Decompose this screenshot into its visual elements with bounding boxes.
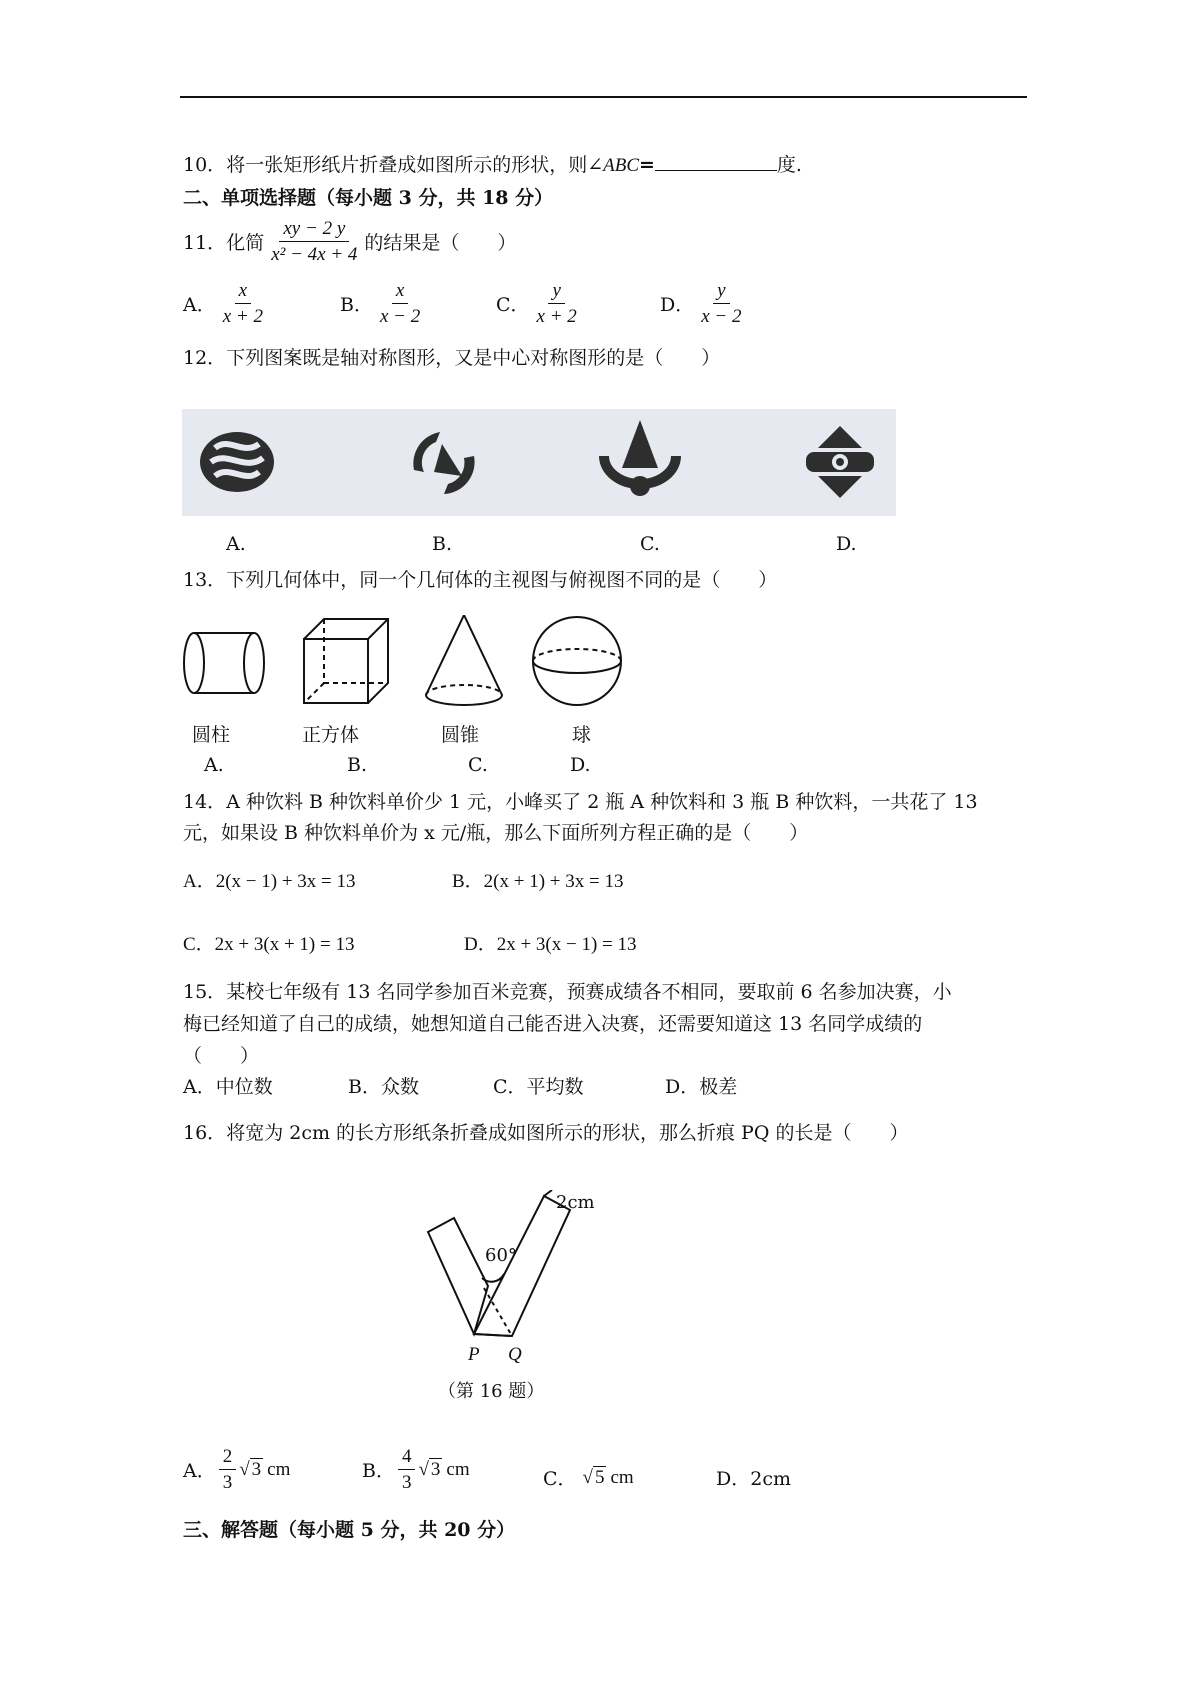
q15-option-c[interactable]: C．平均数: [493, 1076, 584, 1098]
q16-angle-label: 60°: [485, 1245, 517, 1266]
q16-option-a[interactable]: [183, 1446, 290, 1494]
q15-option-a[interactable]: A．中位数: [183, 1076, 273, 1098]
option-label: D．: [660, 294, 695, 317]
q11-prefix: 化简: [226, 232, 265, 255]
q10-var: ABC: [603, 155, 639, 176]
q16-b-radicand: 3: [430, 1458, 441, 1480]
q16-a-unit: cm: [267, 1458, 291, 1480]
q16-point-p: P: [468, 1344, 480, 1365]
q13-text: 下列几何体中，同一个几何体的主视图与俯视图不同的是（ ）: [226, 569, 778, 591]
q11-option-a[interactable]: [183, 280, 270, 328]
q16-number: 16．: [183, 1122, 227, 1144]
q14-number: 14．: [183, 791, 227, 813]
question-11: [183, 218, 516, 266]
q11-b-den: x − 2: [379, 305, 421, 327]
q16-fold-figure: [420, 1190, 600, 1350]
q13-name-cube: 正方体: [302, 724, 360, 746]
q11-frac-den: x² − 4x + 4: [271, 243, 358, 265]
q11-c-num: y: [548, 280, 564, 304]
q15-line1: 某校七年级有 13 名同学参加百米竞赛，预赛成绩各不相同，要取前 6 名参加决赛，小: [226, 981, 952, 1003]
q10-text: 将一张矩形纸片折叠成如图所示的形状，则∠: [226, 154, 604, 176]
question-15-line1: [183, 977, 952, 1004]
q13-name-cone: 圆锥: [441, 724, 480, 746]
q16-b-num: 4: [398, 1446, 416, 1470]
q14-line1: A 种饮料 B 种饮料单价少 1 元，小峰买了 2 瓶 A 种饮料和 3 瓶 B 种饮料，一共花了 13: [226, 791, 978, 813]
q16-text: 将宽为 2cm 的长方形纸条折叠成如图所示的形状，那么折痕 PQ 的长是（ ）: [226, 1122, 909, 1144]
q16-a-radicand: 3: [251, 1458, 262, 1480]
sqrt-icon: √: [582, 1466, 593, 1488]
q10-unit: 度.: [776, 154, 802, 176]
q16-option-c[interactable]: [543, 1464, 634, 1491]
q15-number: 15．: [183, 981, 227, 1003]
q16-width-label: 2cm: [556, 1192, 595, 1213]
q10-number: 10．: [183, 154, 227, 176]
question-15-line2: 梅已经知道了自己的成绩，她想知道自己能否进入决赛，还需要知道这 13 名同学成绩的: [183, 1013, 923, 1035]
sqrt-icon: √: [239, 1458, 250, 1480]
q10-answer-blank[interactable]: [655, 152, 777, 171]
q12-symbols-svg: [182, 409, 896, 516]
q11-frac-num: xy − 2 y: [279, 218, 349, 242]
q13-label-c[interactable]: C.: [468, 754, 488, 776]
q12-label-a[interactable]: A.: [226, 533, 246, 555]
q16-b-unit: cm: [446, 1458, 470, 1480]
sqrt-icon: √: [418, 1458, 429, 1480]
header-rule: [180, 96, 1027, 98]
q13-name-sphere: 球: [572, 724, 592, 746]
q16-option-d[interactable]: D．2cm: [716, 1468, 791, 1490]
q12-label-c[interactable]: C.: [640, 533, 660, 555]
q11-c-den: x + 2: [536, 305, 577, 327]
question-14-line1: [183, 787, 978, 814]
q13-label-d[interactable]: D.: [570, 754, 591, 776]
q11-suffix: 的结果是（ ）: [364, 232, 517, 255]
cube-icon: [304, 619, 388, 703]
q12-number: 12．: [183, 347, 227, 369]
question-15-line3: （ ）: [183, 1045, 260, 1067]
q13-label-b[interactable]: B.: [347, 754, 368, 776]
q11-number: 11．: [183, 232, 227, 255]
q13-solids-figure: [180, 615, 640, 715]
option-label: C．: [543, 1468, 577, 1490]
option-label: B．: [362, 1460, 395, 1483]
logo-b-arrow-arc-icon: [413, 432, 474, 494]
logo-d-clover-icon: [806, 426, 874, 498]
q11-b-num: x: [392, 280, 408, 304]
question-10: [183, 150, 802, 177]
q16-c-radicand: 5: [594, 1466, 605, 1488]
q12-symbols-panel: [182, 409, 896, 516]
cone-icon: [426, 615, 502, 705]
q11-a-num: x: [235, 280, 251, 304]
q16-b-den: 3: [401, 1471, 412, 1493]
q14-option-a[interactable]: A．2(x − 1) + 3x = 13: [183, 871, 356, 892]
q16-c-unit: cm: [610, 1466, 634, 1488]
cylinder-icon: [184, 633, 264, 693]
q11-option-c[interactable]: [496, 280, 584, 328]
q15-option-d[interactable]: D．极差: [665, 1076, 738, 1098]
q11-a-den: x + 2: [222, 305, 263, 327]
option-label: A．: [183, 294, 216, 317]
option-label: B．: [340, 294, 373, 317]
q16-a-den: 3: [222, 1471, 233, 1493]
q12-text: 下列图案既是轴对称图形，又是中心对称图形的是（ ）: [226, 347, 721, 369]
q16-caption: （第 16 题）: [438, 1381, 545, 1402]
q14-option-d[interactable]: D．2x + 3(x − 1) = 13: [464, 934, 637, 955]
q16-point-q: Q: [508, 1344, 522, 1365]
question-12: [183, 343, 720, 370]
option-label: A．: [183, 1460, 216, 1483]
q13-label-a[interactable]: A.: [204, 754, 224, 776]
q13-name-cylinder: 圆柱: [192, 724, 231, 746]
q16-option-b[interactable]: [362, 1446, 470, 1494]
section-3-title: 三、解答题（每小题 5 分，共 20 分）: [183, 1519, 516, 1541]
option-label: C．: [496, 294, 530, 317]
section-2-title: 二、单项选择题（每小题 3 分，共 18 分）: [183, 187, 554, 209]
q11-fraction: [267, 218, 361, 266]
q12-label-d[interactable]: D.: [836, 533, 857, 555]
q11-option-d[interactable]: [660, 280, 749, 328]
q11-d-num: y: [713, 280, 729, 304]
q14-option-c[interactable]: C．2x + 3(x + 1) = 13: [183, 934, 355, 955]
q13-number: 13．: [183, 569, 227, 591]
q10-eq: =: [639, 154, 655, 176]
question-16: [183, 1118, 908, 1145]
q11-d-den: x − 2: [701, 305, 742, 327]
q14-option-b[interactable]: B．2(x + 1) + 3x = 13: [452, 871, 624, 892]
q15-option-b[interactable]: B．众数: [348, 1076, 419, 1098]
question-13: [183, 565, 777, 592]
q11-option-b[interactable]: [340, 280, 427, 328]
logo-a-swirl-icon: [200, 432, 274, 492]
logo-c-triangle-ring-icon: [604, 420, 676, 496]
q16-a-num: 2: [219, 1446, 237, 1470]
question-14-line2: 元，如果设 B 种饮料单价为 x 元/瓶，那么下面所列方程正确的是（ ）: [183, 822, 809, 844]
q12-label-b[interactable]: B.: [432, 533, 453, 555]
sphere-icon: [533, 617, 621, 705]
